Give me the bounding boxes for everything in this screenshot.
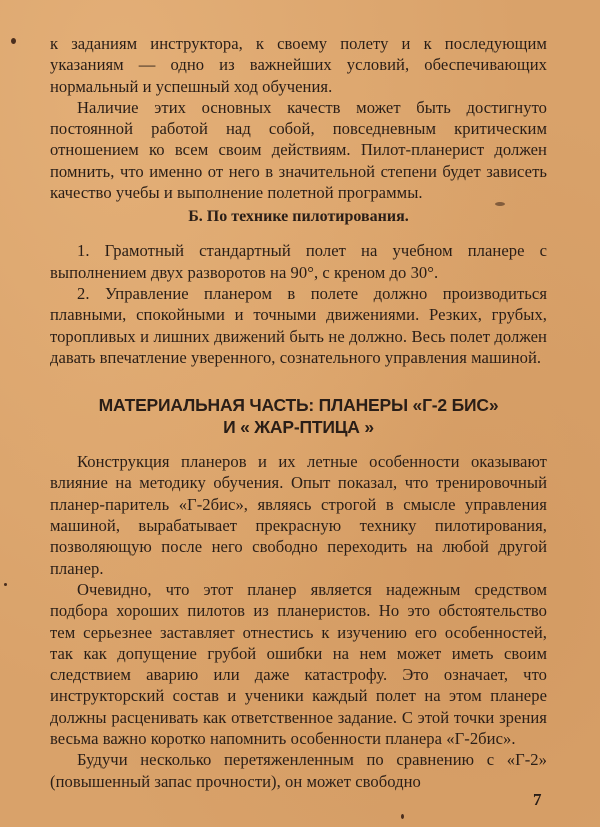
paragraph-continuation: к заданиям инструктора, к своему полету и к последующим указаниям — одно из важнейших условий, обеспечивающих нормальный и успешный ход обучения. [50,34,547,96]
paragraph-heavier: Будучи несколько перетяженленным по сравнению с «Г-2» (повышенный запас прочности), он может свободно [50,750,547,791]
chapter-heading-line-2: И « ЖАР-ПТИЦА » [223,417,374,438]
paper-speck [401,814,404,819]
paragraph-construction: Конструкция планеров и их летные особенности оказывают влияние на методику обучения. Опыт показал, что тренировочный планер-паритель «Г-2бис», являясь строгой в смысле управления машиной, вырабатывает прекрасную технику пилотирования, позволяющую после него свободно переходить на любой другой планер. [50,452,547,578]
paper-speck [495,202,505,206]
page-number: 7 [533,790,542,809]
chapter-heading [50,394,547,438]
paper-speck [4,583,7,586]
paper-speck [11,38,16,44]
chapter-heading-line-1: МАТЕРИАЛЬНАЯ ЧАСТЬ: ПЛАНЕРЫ «Г-2 БИС» [98,395,499,416]
book-page [50,33,547,792]
list-item-standard-flight: 1. Грамотный стандартный полет на учебном планере с выполнением двух разворотов на 90°, с креном до 30°. [50,241,547,282]
paragraph-reliable-means: Очевидно, что этот планер является надежным средством подбора хороших пилотов из планеристов. Но это обстоятельство тем серьезнее заставляет отнестись к изучению его особенностей, так как допущение грубой ошибки на нем может иметь своим следствием аварию или даже катастрофу. Это означает, что инструкторский состав и ученики каждый полет на этом планере должны расценивать как ответственное задание. С этой точки зрения весьма важно коротко напомнить особенности планера «Г-2бис». [50,579,547,749]
paragraph-qualities: Наличие этих основных качеств может быть достигнуто постоянной работой над собой, повседневным критическим отношением ко всем своим действиям. Пилот-планерист должен помнить, что именно от него в значительной степени будет зависеть качество учебы и выполнение полетной программы. [50,97,547,203]
list-item-glider-control: 2. Управление планером в полете должно производиться плавными, спокойными и точными движениями. Резких, грубых, торопливых и лишних движений быть не должно. Весь полет должен давать впечатление уверенного, сознательного управления машиной. [50,283,547,367]
spacer [50,228,547,240]
section-heading-piloting-technique: Б. По технике пилотирования. [188,208,409,226]
